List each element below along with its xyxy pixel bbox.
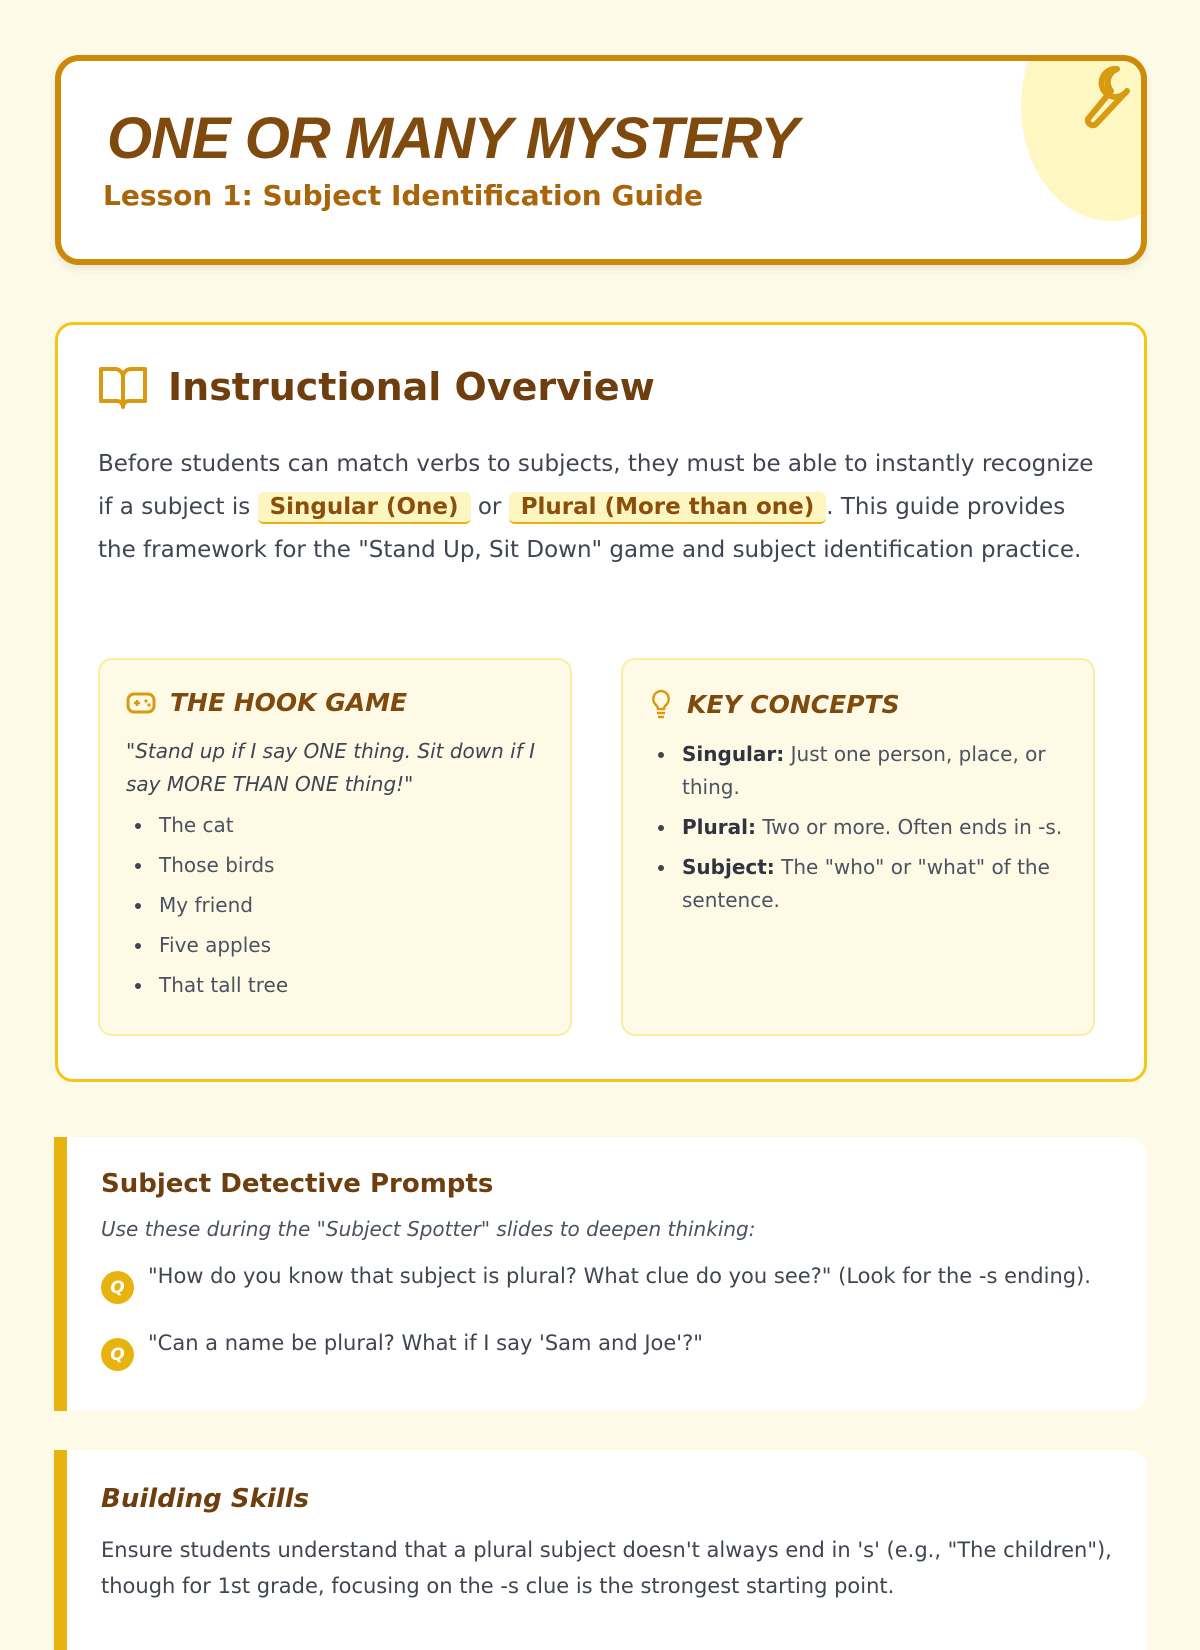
hook-game-box: [98, 658, 572, 1036]
prompt-text: "Can a name be plural? What if I say 'Sam and Joe'?": [148, 1331, 703, 1355]
lesson-header: [55, 55, 1147, 265]
definition: Two or more. Often ends in -s.: [755, 815, 1063, 839]
definition: Just one person, place, or thing.: [682, 742, 1046, 799]
open-book-icon: [98, 365, 148, 409]
prompt-text: "How do you know that subject is plural? What clue do you see?" (Look for the -s ending).: [148, 1264, 1091, 1288]
section-title: Instructional Overview: [168, 365, 655, 409]
wrench-icon: [1067, 61, 1137, 131]
prompt-item: [101, 1328, 1113, 1371]
building-title: Building Skills: [101, 1484, 310, 1514]
list-item: The cat: [126, 809, 544, 842]
term: Plural:: [682, 815, 756, 839]
list-item: My friend: [126, 889, 544, 922]
text: Before students can match verbs to subjects, they must be able to instantly recognize if a subject is: [98, 451, 1094, 520]
question-badge-icon: Q: [101, 1271, 134, 1304]
hook-quote: "Stand up if I say ONE thing. Sit down if I say MORE THAN ONE thing!": [126, 739, 536, 796]
list-item: Those birds: [126, 849, 544, 882]
list-item: [649, 738, 1067, 804]
overview-text: [98, 443, 1098, 572]
list-item: That tall tree: [126, 969, 544, 1002]
text: or: [470, 494, 509, 520]
term: Singular:: [682, 742, 785, 766]
term: Subject:: [682, 855, 775, 879]
prompts-subtitle: Use these during the "Subject Spotter" slides to deepen thinking:: [101, 1217, 756, 1241]
prompts-title: Subject Detective Prompts: [101, 1169, 494, 1199]
key-concepts-box: [621, 658, 1095, 1036]
list-item: [649, 851, 1067, 917]
lightbulb-icon: [649, 688, 673, 720]
concepts-title: KEY CONCEPTS: [687, 689, 900, 719]
page-subtitle: Lesson 1: Subject Identification Guide: [103, 179, 704, 212]
page-title: ONE OR MANY MYSTERY: [107, 106, 799, 171]
singular-highlight: Singular (One): [258, 492, 471, 524]
prompt-item: [101, 1261, 1113, 1304]
question-badge-icon: Q: [101, 1338, 134, 1371]
building-skills-card: [54, 1450, 1147, 1650]
list-item: [649, 811, 1067, 844]
gamepad-icon: [126, 691, 156, 715]
detective-prompts-card: [54, 1137, 1147, 1411]
building-text: Ensure students understand that a plural subject doesn't always end in 's' (e.g., "The children"), though for 1st grade, focusing on the -s clue is the strongest starting point.: [101, 1538, 1112, 1598]
plural-highlight: Plural (More than one): [509, 492, 827, 524]
text: . This guide provides the framework for the "Stand Up, Sit Down" game and subject identification practice.: [98, 494, 1082, 563]
hook-title: THE HOOK GAME: [170, 688, 408, 717]
list-item: Five apples: [126, 929, 544, 962]
instructional-overview-card: [55, 322, 1147, 1082]
definition: The "who" or "what" of the sentence.: [682, 855, 1050, 912]
